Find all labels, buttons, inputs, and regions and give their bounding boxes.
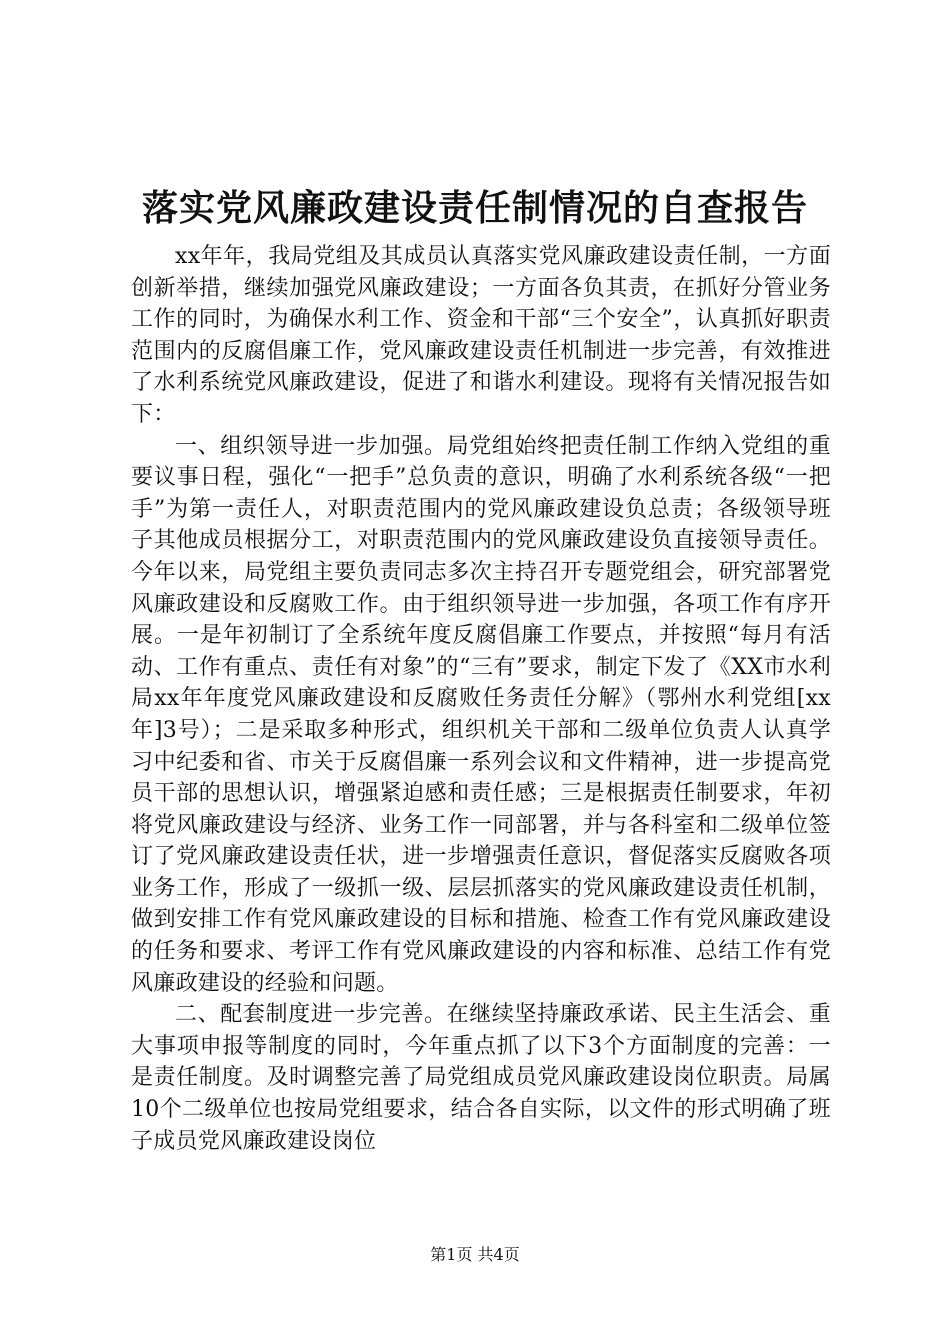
paragraph-systems: 二、配套制度进一步完善。在继续坚持廉政承诺、民主生活会、重大事项申报等制度的同时，今年重点抓了以下3个方面制度的完善：一是责任制度。及时调整完善了局党组成员党风廉政建设岗位职责。局属10个二级单位也按局党组要求，结合各自实际，以文件的形式明确了班子成员党风廉政建设岗位: [131, 1002, 831, 1154]
document-title: 落实党风廉政建设责任制情况的自查报告: [141, 187, 808, 229]
paragraph-intro: xx年年，我局党组及其成员认真落实党风廉政建设责任制，一方面创新举措，继续加强党风廉政建设；一方面各负其责，在抓好分管业务工作的同时，为确保水利工作、资金和干部“三个安全”，认真抓好职责范围内的反腐倡廉工作，党风廉政建设责任机制进一步完善，有效推进了水利系统党风廉政建设，促进了和谐水利建设。现将有关情况报告如下：: [131, 244, 831, 427]
page-footer: 第1页 共4页: [430, 1245, 520, 1264]
paragraph-organization: 一、组织领导进一步加强。局党组始终把责任制工作纳入党组的重要议事日程，强化“一把手”总负责的意识，明确了水利系统各级“一把手”为第一责任人，对职责范围内的党风廉政建设负总责；各级领导班子其他成员根据分工，对职责范围内的党风廉政建设负直接领导责任。今年以来，局党组主要负责同志多次主持召开专题党组会，研究部署党风廉政建设和反腐败工作。由于组织领导进一步加强，各项工作有序开展。一是年初制订了全系统年度反腐倡廉工作要点，并按照“每月有活动、工作有重点、责任有对象”的“三有”要求，制定下发了《XX市水利局xx年年度党风廉政建设和反腐败任务责任分解》（鄂州水利党组[xx年]3号）；二是采取多种形式，组织机关干部和二级单位负责人认真学习中纪委和省、市关于反腐倡廉一系列会议和文件精神，进一步提高党员干部的思想认识，增强紧迫感和责任感；三是根据责任制要求，年初将党风廉政建设与经济、业务工作一同部署，并与各科室和二级单位签订了党风廉政建设责任状，进一步增强责任意识，督促落实反腐败各项业务工作，形成了一级抓一级、层层抓落实的党风廉政建设责任机制，做到安排工作有党风廉政建设的目标和措施、检查工作有党风廉政建设的任务和要求、考评工作有党风廉政建设的内容和标准、总结工作有党风廉政建设的经验和问题。: [131, 433, 831, 996]
document-body: [131, 241, 831, 1157]
